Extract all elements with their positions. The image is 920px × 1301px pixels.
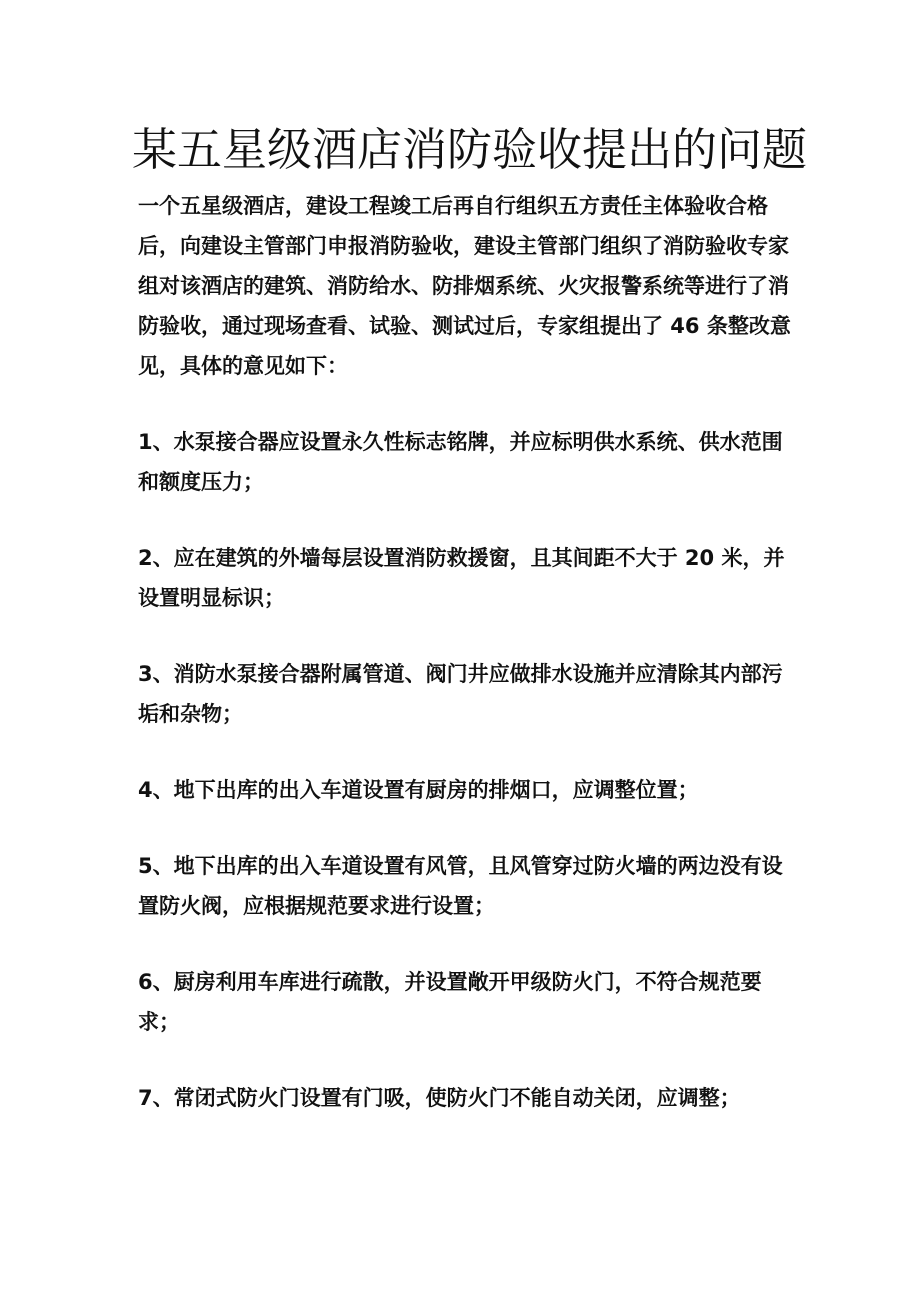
- list-item-1: 1、水泵接合器应设置永久性标志铭牌，并应标明供水系统、供水范围和额度压力；: [138, 430, 783, 494]
- intro-paragraph: 一个五星级酒店，建设工程竣工后再自行组织五方责任主体验收合格后，向建设主管部门申报消防验收，建设主管部门组织了消防验收专家组对该酒店的建筑、消防给水、防排烟系统、火灾报警系统等进行了消防验收，通过现场查看、试验、测试过后，专家组提出了 46 条整改意见，具体的意见如下：: [138, 194, 791, 378]
- document-body: [138, 186, 794, 1118]
- list-item-3: 3、消防水泵接合器附属管道、阀门井应做排水设施并应清除其内部污垢和杂物；: [138, 662, 783, 726]
- list-item-2: 2、应在建筑的外墙每层设置消防救援窗，且其间距不大于 20 米，并设置明显标识；: [138, 546, 785, 610]
- list-item-7: 7、常闭式防火门设置有门吸，使防火门不能自动关闭，应调整；: [138, 1086, 741, 1110]
- list-item-4: 4、地下出库的出入车道设置有厨房的排烟口，应调整位置；: [138, 778, 699, 802]
- list-item-6: 6、厨房利用车库进行疏散，并设置敞开甲级防火门，不符合规范要求；: [138, 970, 762, 1034]
- list-item-5: 5、地下出库的出入车道设置有风管，且风管穿过防火墙的两边没有设置防火阀，应根据规范要求进行设置；: [138, 854, 783, 918]
- document-title: 某五星级酒店消防验收提出的问题: [132, 123, 808, 176]
